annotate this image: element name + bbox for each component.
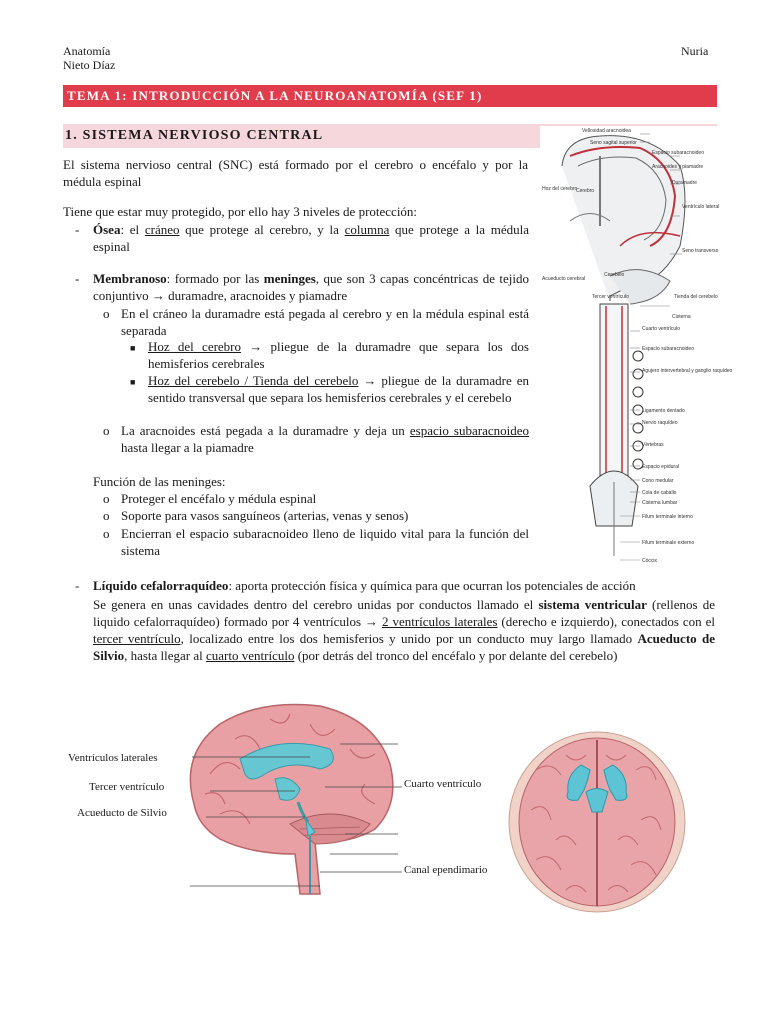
meninges-figure [540, 126, 733, 570]
topic-banner: TEMA 1: INTRODUCCIÓN A LA NEUROANATOMÍA (SEF 1) [63, 85, 717, 107]
fig-label: Espacio epidural [642, 464, 679, 470]
header-left [63, 44, 115, 72]
section-title: 1. SISTEMA NERVIOSO CENTRAL [63, 124, 717, 148]
fig-label: Ligamento dentado [642, 408, 685, 414]
text: (por detrás del tronco del encéfalo y por delante del cerebelo) [294, 648, 618, 663]
term-columna: columna [344, 222, 390, 237]
term-hoz-cerebro: Hoz del cerebro [148, 339, 242, 354]
text: , que son 3 capas concéntricas de tejido conjuntivo → duramadre, aracnoides y piamadre [93, 271, 530, 303]
term-sistema-ventricular: sistema ventricular [538, 597, 647, 612]
bullet-hoz-cerebro: ■ Hoz del cerebro → pliegue de la duramadre que separa los dos hemisferios cerebrales [130, 339, 529, 371]
term-tercer-ventriculo: tercer ventrículo [93, 631, 181, 646]
text: La aracnoides está pegada a la duramadre y deja un [121, 423, 410, 438]
fig-label: Espacio subaracnoideo [642, 346, 694, 352]
fig-label: Nervio raquídeo [642, 420, 678, 426]
term-ventriculos-laterales: 2 ventrículos laterales [382, 614, 498, 629]
list-item-membranoso: - Membranoso: formado por las meninges, que son 3 capas concéntricas de tejido conjuntivo → duramadre, aracnoides y piamadre [75, 271, 530, 303]
fig-label: Cola de caballo [642, 490, 677, 496]
list-item-osea: - Ósea: el cráneo que protege al cerebro, y la columna que protege a la médula espinal [75, 222, 530, 254]
funcion-item: o Soporte para vasos sanguíneos (arterias, venas y senos) [103, 508, 409, 523]
funcion-title: Función de las meninges: [93, 474, 226, 489]
header-teacher: Nieto Díaz [63, 58, 116, 72]
term-espacio-subaracnoideo: espacio subaracnoideo [409, 423, 530, 438]
liquido-paragraph [93, 596, 715, 664]
text: hasta llegar a la piamadre [121, 440, 254, 455]
text: Se genera en unas cavidades dentro del cerebro unidas por conductos llamado el [93, 597, 539, 612]
header-author: Nuria [681, 44, 709, 58]
fig-label: Vellosidad aracnoidea [582, 128, 631, 134]
brain-superior-figure [506, 730, 688, 914]
fig-label: Duramadre [672, 180, 698, 186]
label-acueducto-silvio: Acueducto de Silvio [77, 807, 167, 819]
fig-label: Espacio subaracnoideo [652, 150, 704, 156]
text: , localizado entre los dos hemisferios y unido por un conducto muy largo llamado [180, 631, 638, 646]
fig-label: Acueducto cerebral [542, 276, 586, 282]
label-cuarto-ventriculo: Cuarto ventrículo [404, 778, 482, 790]
text: : el [120, 222, 145, 237]
fig-label: Cono medular [642, 478, 674, 484]
fig-label: Cerebro [576, 188, 595, 194]
text: : aporta protección física y química para que ocurran los potenciales de acción [228, 578, 636, 593]
text: En el cráneo la duramadre está pegada al cerebro y en la médula espinal está separada [121, 306, 529, 338]
term-osea: Ósea [93, 222, 121, 237]
fig-label: Seno sagital superior [590, 140, 637, 146]
text: que protege a la médula espinal [93, 222, 530, 254]
fig-label: Filum terminale interno [642, 514, 693, 520]
label-tercer-ventriculo: Tercer ventrículo [89, 781, 165, 793]
bullet-hoz-cerebelo: ■ Hoz del cerebelo / Tienda del cerebelo → pliegue de la duramadre en sentido transversal que separa los hemisferios cerebrales y el cerebelo [130, 373, 530, 405]
term-cuarto-ventriculo: cuarto ventrículo [206, 648, 295, 663]
text: que protege al cerebro, y la [179, 222, 345, 237]
text: Encierran el espacio subaracnoideo lleno de liquido vital para la función del sistema [121, 526, 529, 558]
fig-label: Aracnoides y piamadre [652, 164, 704, 170]
text: , hasta llegar al [124, 648, 207, 663]
funcion-item: o Encierran el espacio subaracnoideo lleno de liquido vital para la función del sistema [103, 526, 529, 558]
funcion-item: o Proteger el encéfalo y médula espinal [103, 491, 317, 506]
brain-leader-lines [180, 694, 410, 900]
term-craneo: cráneo [144, 222, 180, 237]
term-meninges: meninges [263, 271, 316, 286]
fig-label: Vértebras [642, 442, 664, 448]
label-canal-ependimario: Canal ependimario [404, 864, 488, 876]
protection-intro: Tiene que estar muy protegido, por ello hay 3 niveles de protección: [63, 204, 418, 219]
text: : formado por las [166, 271, 264, 286]
fig-label: Cóccix [642, 558, 658, 564]
sublist-item-duramadre: o En el cráneo la duramadre está pegada al cerebro y en la médula espinal está separada [103, 306, 529, 338]
term-acueducto: Acueducto de Silvio [93, 631, 715, 663]
label-ventriculos-laterales: Ventrículos laterales [68, 752, 158, 764]
fig-label: Tienda del cerebelo [674, 294, 718, 300]
list-item-liquido: - Líquido cefalorraquídeo: aporta protección física y química para que ocurran los potenciales de acción [75, 578, 636, 593]
sublist-item-aracnoides: o La aracnoides está pegada a la duramadre y deja un espacio subaracnoideo hasta llegar a la piamadre [103, 423, 530, 455]
header-subject: Anatomía [63, 44, 111, 58]
text: (rellenos de liquido cefalorraquídeo) formado por 4 ventrículos → [93, 597, 715, 629]
term-membranoso: Membranoso [93, 271, 167, 286]
text: (derecho e izquierdo), conectados con el [497, 614, 715, 629]
text: Proteger el encéfalo y médula espinal [121, 491, 317, 506]
fig-label: Agujero intervertebral y ganglio raquídeo [642, 368, 733, 374]
fig-label: Tercer ventrículo [592, 294, 629, 300]
intro-paragraph: El sistema nervioso central (SNC) está formado por el cerebro o encéfalo y por la médula espinal [63, 157, 528, 189]
term-hoz-cerebelo: Hoz del cerebelo / Tienda del cerebelo [148, 373, 359, 388]
text: → pliegue de la duramadre que separa los dos hemisferios cerebrales [148, 339, 529, 371]
fig-label: Cerebelo [604, 272, 625, 278]
text: → pliegue de la duramadre en sentido transversal que separa los hemisferios cerebrales y el cerebelo [148, 373, 530, 405]
term-liquido: Líquido cefalorraquídeo [93, 578, 229, 593]
fig-label: Hoz del cerebro [542, 186, 578, 192]
text: Soporte para vasos sanguíneos (arterias, venas y senos) [121, 508, 409, 523]
fig-label: Ventrículo lateral [682, 204, 720, 210]
fig-label: Seno transverso [682, 248, 719, 254]
fig-label: Cuarto ventrículo [642, 326, 681, 332]
fig-label: Cisterna lumbar [642, 500, 678, 506]
fig-label: Filum terminale externo [642, 540, 695, 546]
fig-label: Cisterna [672, 314, 691, 320]
